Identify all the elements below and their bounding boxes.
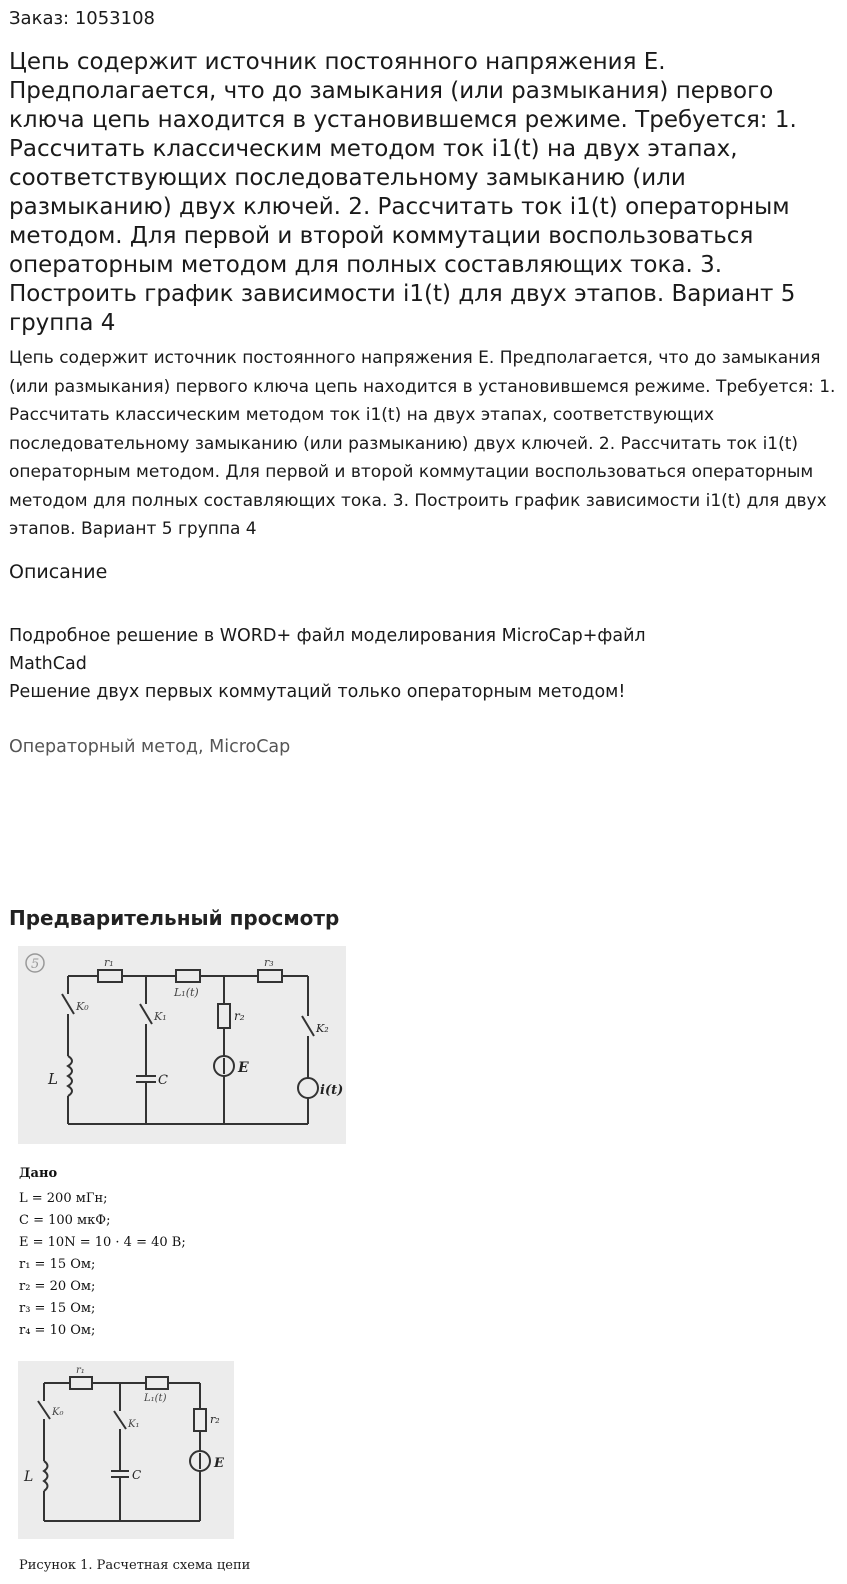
label-k0: K₀ bbox=[52, 1407, 64, 1418]
resistor-l1 bbox=[176, 970, 200, 982]
tags: Операторный метод, MicroCap bbox=[9, 737, 291, 757]
given-line: L = 200 мГн; bbox=[19, 1191, 108, 1206]
description bbox=[9, 622, 729, 706]
label-l1: L₁(t) bbox=[144, 1393, 167, 1404]
label-l: L bbox=[24, 1469, 34, 1485]
label-e: E bbox=[238, 1060, 249, 1076]
task-text: Цепь содержит источник постоянного напряжения E. Предполагается, что до замыкания (или размыкания) первого ключа цепь находится в установившемся режиме. Требуется: 1. Рассчитать классическим методом ток i1(t) на двух этапах, соответствующих последовательному замыканию (или размыканию) двух ключей. 2. Рассчитать ток i1(t) операторным методом. Для первой и второй коммутации воспользоваться операторным методом для полных составляющих тока. 3. Построить график зависимости i1(t) для двух этапов. Вариант 5 группа 4 bbox=[9, 348, 836, 539]
label-c: C bbox=[158, 1073, 168, 1088]
label-r1: r₁ bbox=[104, 956, 114, 969]
label-e: E bbox=[214, 1456, 224, 1471]
label-r3: r₃ bbox=[264, 956, 274, 969]
resistor-r3 bbox=[258, 970, 282, 982]
given-line: C = 100 мкФ; bbox=[19, 1213, 111, 1228]
label-r2: r₂ bbox=[234, 1009, 245, 1023]
label-k0: K₀ bbox=[76, 1000, 89, 1013]
resistor-r2 bbox=[218, 1004, 230, 1028]
label-k1: K₁ bbox=[128, 1419, 140, 1430]
circuit-scan-1 bbox=[18, 946, 346, 1144]
figure-caption: Рисунок 1. Расчетная схема цепи bbox=[19, 1558, 251, 1573]
figure-number: 5 bbox=[31, 957, 40, 972]
preview-heading: Предварительный просмотр bbox=[9, 906, 340, 930]
description-line: MathCad bbox=[9, 654, 87, 674]
page-title: Цепь содержит источник постоянного напряжения E. Предполагается, что до замыкания (или размыкания) первого ключа цепь находится в установившемся режиме. Требуется: 1. Рассчитать классическим методом ток i1(t) на двух этапах, соответствующих последовательному замыканию (или размыканию) двух ключей. 2. Рассчитать ток i1(t) операторным методом. Для первой и второй коммутации воспользоваться операторным методом для полных составляющих тока. 3. Построить график зависимости i1(t) для двух этапов. Вариант 5 группа 4 bbox=[9, 49, 797, 336]
label-k1: K₁ bbox=[154, 1010, 167, 1023]
label-l: L bbox=[48, 1070, 58, 1088]
label-source: i(t) bbox=[320, 1083, 344, 1098]
given-line: E = 10N = 10 · 4 = 40 В; bbox=[19, 1235, 186, 1250]
circuit-diagram-2 bbox=[18, 1361, 234, 1539]
given-line: r₂ = 20 Ом; bbox=[19, 1279, 96, 1294]
order-number: Заказ: 1053108 bbox=[9, 8, 155, 29]
circuit-diagram-1 bbox=[18, 946, 346, 1144]
given-line: r₁ = 15 Ом; bbox=[19, 1257, 96, 1272]
given-line: r₃ = 15 Ом; bbox=[19, 1301, 96, 1316]
label-l1: L₁(t) bbox=[174, 986, 199, 999]
label-r1: r₁ bbox=[76, 1365, 85, 1376]
description-heading: Описание bbox=[9, 561, 108, 583]
label-r2: r₂ bbox=[210, 1413, 220, 1426]
given-heading: Дано bbox=[19, 1166, 58, 1181]
description-line: Подробное решение в WORD+ файл моделирования MicroCap+файл bbox=[9, 626, 646, 646]
given-line: r₄ = 10 Ом; bbox=[19, 1323, 96, 1338]
label-c: C bbox=[132, 1468, 142, 1482]
resistor-r1 bbox=[98, 970, 122, 982]
circuit-scan-2 bbox=[18, 1361, 234, 1539]
description-line: Решение двух первых коммутаций только операторным методом! bbox=[9, 682, 626, 702]
label-k2: K₂ bbox=[316, 1022, 329, 1035]
